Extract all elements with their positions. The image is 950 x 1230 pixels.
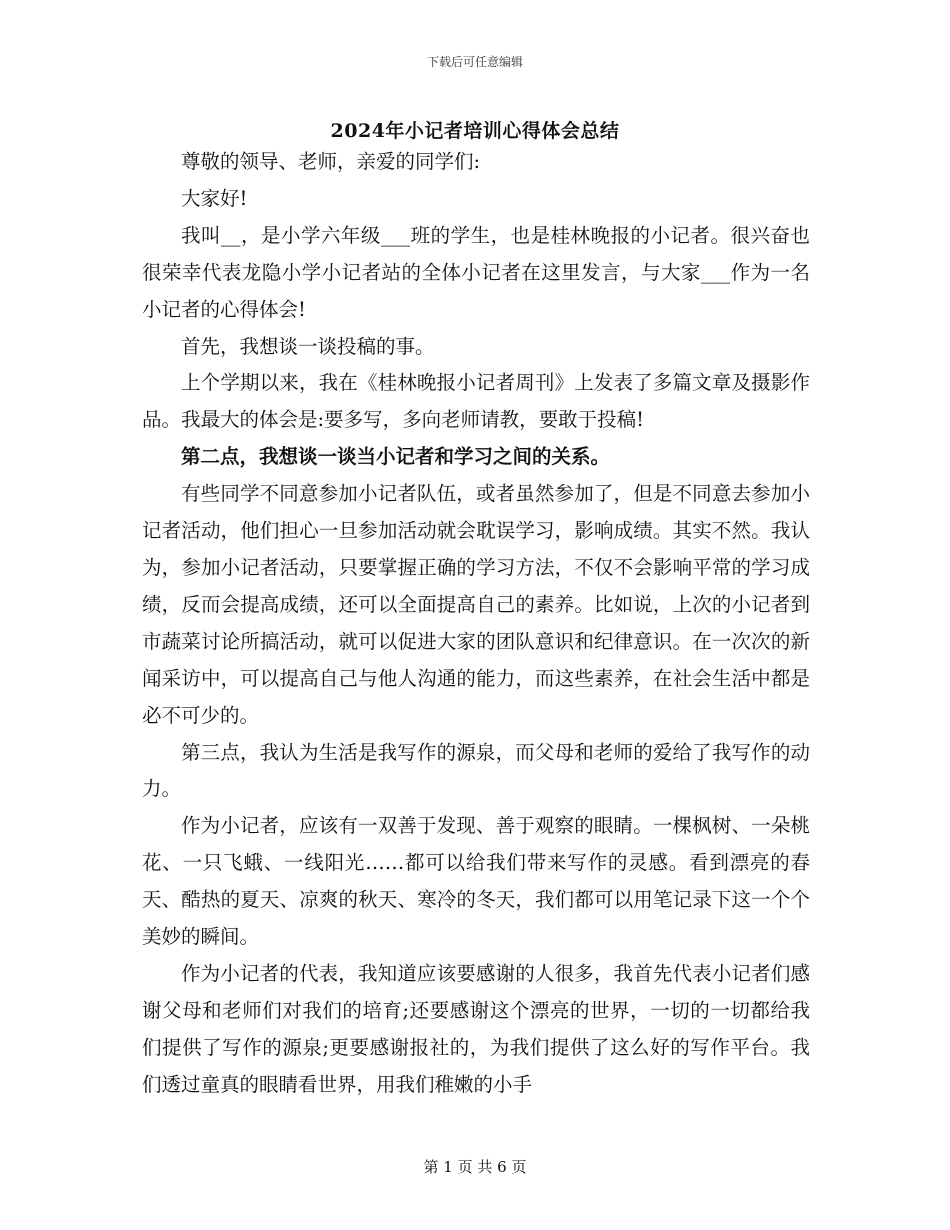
header-note: 下载后可任意编辑 [426, 55, 523, 69]
paragraph-third-point: 第三点，我认为生活是我写作的源泉，而父母和老师的爱给了我写作的动力。 [142, 740, 810, 801]
paragraph-study-relationship: 有些同学不同意参加小记者队伍，或者虽然参加了，但是不同意去参加小记者活动，他们担心一旦参加活动就会耽误学习，影响成绩。其实不然。我认为，参加小记者活动，只要掌握正确的学习方法，不仅不会影响平常的学习成绩，反而会提高成绩，还可以全面提高自己的素养。比如说，上次的小记者到市蔬菜讨论所搞活动，就可以促进大家的团队意识和纪律意识。在一次次的新闻采访中，可以提高自己与他人沟通的能力，而这些素养，在社会生活中都是必不可少的。 [142, 482, 810, 727]
paragraph-gratitude: 作为小记者的代表，我知道应该要感谢的人很多，我首先代表小记者们感谢父母和老师们对我们的培育;还要感谢这个漂亮的世界，一切的一切都给我们提供了写作的源泉;更要感谢报社的，为我们提供了这么好的写作平台。我们透过童真的眼睛看世界，用我们稚嫩的小手 [142, 961, 810, 1096]
paragraph-second-point-heading: 第二点，我想谈一谈当小记者和学习之间的关系。 [181, 445, 611, 469]
document-title: 2024年小记者培训心得体会总结 [330, 120, 620, 142]
page-footer: 第 1 页 共 6 页 [423, 1158, 527, 1176]
paragraph-observation: 作为小记者，应该有一双善于发现、善于观察的眼睛。一棵枫树、一朵桃花、一只飞蛾、一线阳光……都可以给我们带来写作的灵感。看到漂亮的春天、酷热的夏天、凉爽的秋天、寒冷的冬天，我们都可以用笔记录下这一个个美妙的瞬间。 [142, 814, 810, 949]
paragraph-submission-experience: 上个学期以来，我在《桂林晚报小记者周刊》上发表了多篇文章及摄影作品。我最大的体会是:要多写，多向老师请教，要敢于投稿! [142, 371, 810, 432]
paragraph-introduction: 我叫__，是小学六年级___班的学生，也是桂林晚报的小记者。很兴奋也很荣幸代表龙隐小学小记者站的全体小记者在这里发言，与大家___作为一名小记者的心得体会! [142, 223, 810, 321]
paragraph-salutation: 尊敬的领导、老师，亲爱的同学们: [181, 150, 481, 173]
paragraph-first-point: 首先，我想谈一谈投稿的事。 [181, 334, 435, 358]
document-body [142, 144, 810, 1104]
paragraph-greeting: 大家好! [181, 186, 248, 210]
